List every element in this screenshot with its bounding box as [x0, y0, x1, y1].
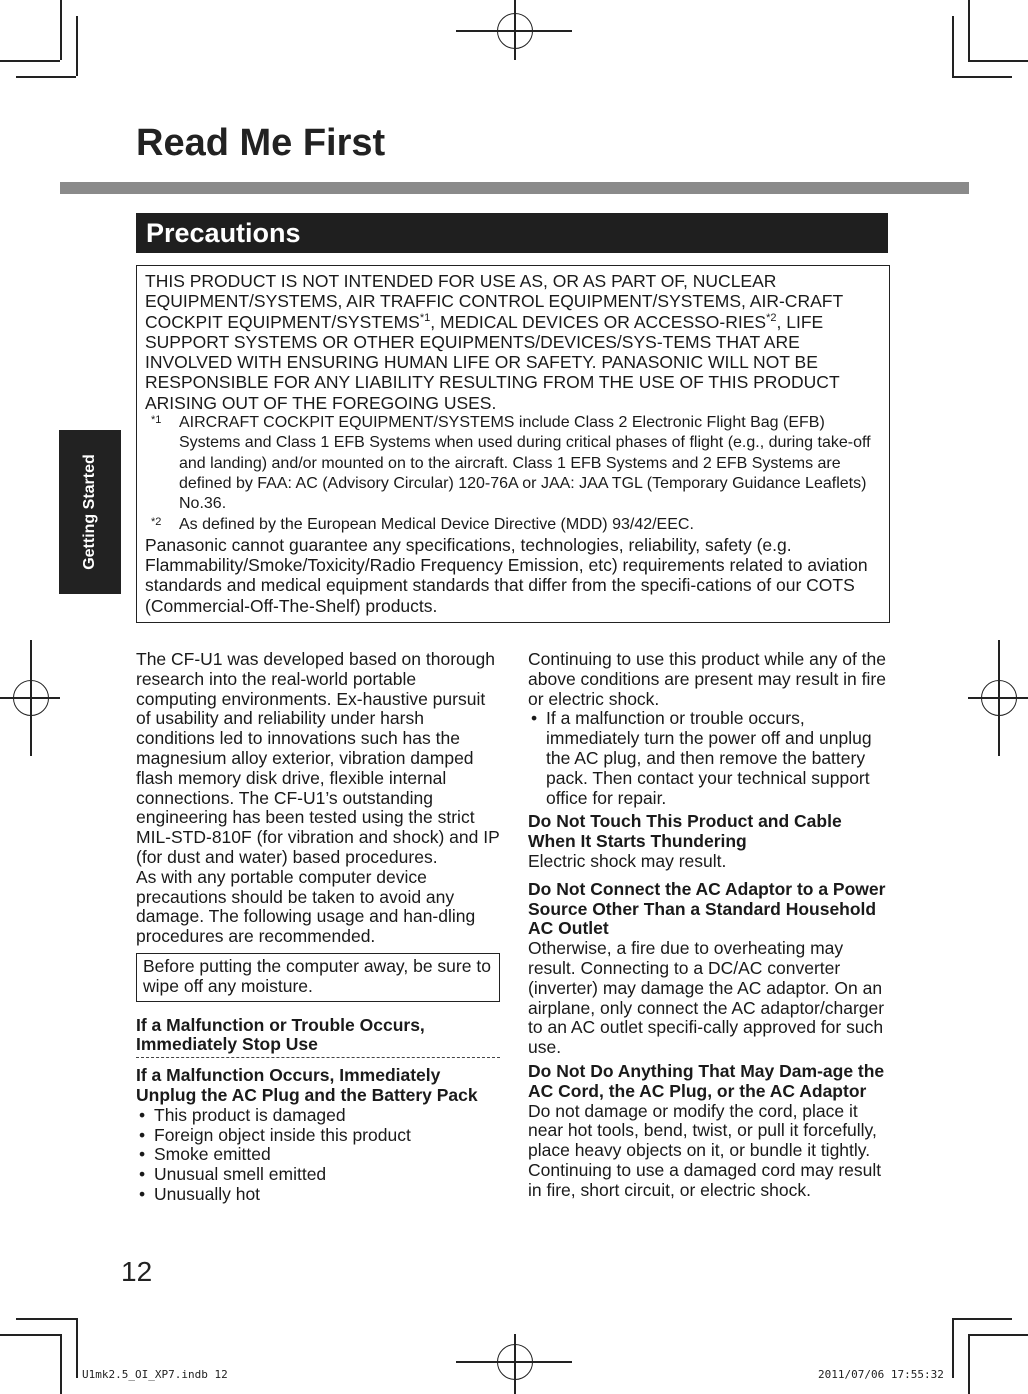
ac-cord-paragraph: Do not damage or modify the cord, place it near hot tools, bend, twist, or pull it forcefully, place heavy objects on it, or bundle it tightly.	[528, 1100, 877, 1161]
moisture-note: Before putting the computer away, be sure to wipe off any moisture.	[136, 953, 500, 1002]
print-slug-date: 2011/07/06 17:55:32	[818, 1368, 944, 1381]
list-item: • This product is damaged	[136, 1106, 500, 1126]
list-item: • Unusual smell emitted	[136, 1165, 500, 1185]
list-item: • Foreign object inside this product	[136, 1126, 500, 1146]
heading-ac-outlet: Do Not Connect the AC Adaptor to a Power Source Other Than a Standard Household AC Outlet	[528, 878, 886, 939]
warning-box	[136, 265, 890, 623]
side-tab-label: Getting Started	[81, 454, 98, 570]
continuing-paragraph: Continuing to use this product while any of the above conditions are present may result in fire or electric shock.	[528, 649, 886, 709]
thunder-paragraph: Electric shock may result.	[528, 850, 727, 871]
footnote-2: *2 As defined by the European Medical Device Directive (MDD) 93/42/EEC.	[151, 515, 694, 533]
ac-outlet-paragraph: Otherwise, a fire due to overheating may result. Connecting to a DC/AC converter (inverter) may damage the AC adaptor. On an airplane, only connect the AC adaptor/charger to an AC outlet specifi-cally approved for such use.	[528, 938, 885, 1058]
malfunction-list	[528, 709, 892, 808]
page-number: 12	[121, 1256, 153, 1287]
condition-list	[136, 1106, 500, 1205]
warning-closing: Panasonic cannot guarantee any specifications, technologies, reliability, safety (e.g. Flammability/Smoke/Toxicity/Radio Frequency Emission, etc) requirements related to aviation standards and medical equipment standards that differ from the specifi-cations of our COTS (Commercial-Off-The-Shelf) products.	[145, 534, 868, 616]
heading-ac-cord: Do Not Do Anything That May Dam-age the AC Cord, the AC Plug, or the AC Adaptor	[528, 1060, 885, 1101]
heading-unplug: If a Malfunction Occurs, Immediately Unplug the AC Plug and the Battery Pack	[136, 1065, 478, 1105]
section-heading: Precautions	[136, 213, 888, 253]
right-column	[528, 650, 892, 1201]
intro-paragraph: The CF-U1 was developed based on thorough research into the real-world portable computing environments. Ex-haustive pursuit of usability and reliability under harsh conditions led to innovations such has the magnesium alloy exterior, vibration damped flash memory disk drive, flexible internal connections. The CF-U1’s outstanding engineering has been tested using the strict MIL-STD-810F (for vibration and shock) and IP (for dust and water) based procedures.	[136, 649, 500, 867]
title-rule	[60, 182, 969, 194]
print-slug-file: U1mk2.5_OI_XP7.indb 12	[82, 1368, 228, 1381]
side-tab	[59, 430, 121, 594]
list-item: • If a malfunction or trouble occurs, immediately turn the power off and unplug the AC plug, and then remove the battery pack. Then contact your technical support office for repair.	[528, 709, 892, 808]
heading-stop-use: If a Malfunction or Trouble Occurs, Immediately Stop Use	[136, 1016, 500, 1059]
list-item: • Unusually hot	[136, 1185, 500, 1205]
warning-text: THIS PRODUCT IS NOT INTENDED FOR USE AS, OR AS PART OF, NUCLEAR EQUIPMENT/SYSTEMS, AIR TRAFFIC CONTROL EQUIPMENT/SYSTEMS, AIR-CRAFT COCKPIT EQUIPMENT/SYSTEMS$^{*1}$, MEDICAL DEVICES OR ACCESSO-RIES$^{*2}$, LIFE SUPPORT SYSTEMS OR OTHER EQUIPMENTS/DEVICES/SYS-TEMS THAT ARE INVOLVED WITH ENSURING HUMAN LIFE OR SAFETY. PANASONIC WILL NOT BE RESPONSIBLE FOR ANY LIABILITY RESULTING FROM THE USE OF THIS PRODUCT ARISING OUT OF THE FOREGOING USES.	[145, 271, 843, 413]
page-title: Read Me First	[136, 122, 386, 164]
footnote-1: *1 AIRCRAFT COCKPIT EQUIPMENT/SYSTEMS include Class 2 Electronic Flight Bag (EFB) Systems and Class 1 EFB Systems when used during critical phases of flight (e.g., during take-off and landing) and/or mounted on to the aircraft. Class 1 EFB Systems and 2 EFB Systems are defined by FAA: AC (Advisory Circular) 120-76A or JAA: JAA TGL (Temporary Guidance Leaflets) No.36.	[151, 414, 871, 513]
ac-cord-paragraph-2: Continuing to use a damaged cord may result in fire, short circuit, or electric shock.	[528, 1159, 882, 1200]
intro-paragraph-2: As with any portable computer device precautions should be taken to avoid any damage. The following usage and han-dling procedures are recommended.	[136, 866, 476, 947]
list-item: • Smoke emitted	[136, 1145, 500, 1165]
heading-thunder: Do Not Touch This Product and Cable When It Starts Thundering	[528, 811, 842, 852]
left-column	[136, 650, 500, 1205]
